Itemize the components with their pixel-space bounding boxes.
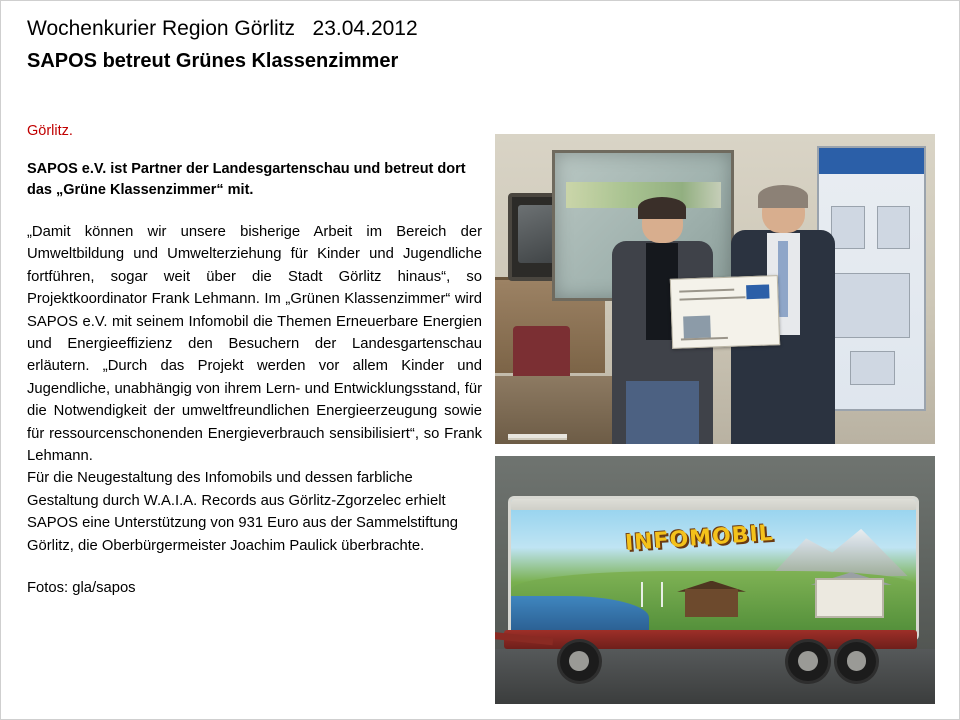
document-header — [27, 15, 667, 74]
mural-wind-turbine — [661, 582, 663, 607]
page-title: SAPOS betreut Grünes Klassenzimmer — [27, 50, 399, 72]
trailer-body — [508, 496, 919, 641]
body-paragraph-2: Für die Neugestaltung des Infomobils und dessen farbliche Gestaltung durch W.A.I.A. Records aus Görlitz-Zgorzelec erhielt SAPOS eine Unterstützung von 931 Euro aus der Sammelstiftung Görlitz, die Oberbürgermeister Joachim Paulick überbrachte. — [27, 470, 458, 554]
photo-infomobil-trailer — [495, 456, 935, 704]
photo-award-handover — [495, 134, 935, 444]
mural-house — [815, 578, 884, 618]
poster-header-band — [819, 148, 925, 174]
certificate-image — [683, 315, 711, 338]
dateline: Görlitz. — [27, 123, 73, 139]
certificate-text-line — [680, 288, 735, 292]
body-paragraph-1: „Damit können wir unsere bisherige Arbeit im Bereich der Umweltbildung und Umwelterziehung für Kinder und Jugendliche fortführen, sogar weit über die Stadt Görlitz hinaus“, so Projektkoordinator Frank Lehmann. Im „Grünen Klassenzimmer“ wird SAPOS e.V. mit seinem Infomobil die Themen Erneuerbare Energien und Energieeffizienz den Besuchern der Landesgartenschau erläutern. „Durch das Projekt werden vor allem Kinder und Jugendliche, unabhängig von ihrem Lern- und Entwicklungsstand, für die Notwendigkeit der umweltfreundlichen Energieerzeugung sowie für ressourcenschonenden Energieverbrauch sensibilisiert“, so Frank Lehmann. — [27, 224, 482, 465]
person-right-tie — [778, 241, 788, 317]
person-left-jeans — [626, 381, 699, 444]
certificate-logo — [746, 284, 770, 298]
certificate-document — [670, 275, 780, 349]
trailer-roof — [508, 496, 919, 510]
article-text-column — [27, 121, 482, 599]
trailer-wheel — [785, 639, 831, 685]
certificate-text-line — [680, 296, 745, 300]
trailer-wheel — [557, 639, 603, 685]
mural-barn — [685, 589, 738, 617]
source-and-date: Wochenkurier Region Görlitz 23.04.2012 — [27, 17, 418, 40]
poster-diagram — [831, 273, 910, 337]
lead-paragraph: SAPOS e.V. ist Partner der Landesgartenschau und betreut dort das „Grüne Klassenzimmer“ mit. — [27, 161, 466, 198]
person-left-hair — [638, 197, 686, 219]
mural-mountains — [770, 524, 908, 577]
paper-on-table — [508, 434, 567, 438]
poster-figure — [877, 206, 911, 250]
poster-caption-block — [850, 351, 894, 384]
person-right-hair — [758, 185, 808, 208]
mural-wind-turbine — [641, 582, 643, 607]
trailer-lettering: INFOMOBIL — [623, 521, 775, 557]
photo-credits: Fotos: gla/sapos — [27, 580, 136, 597]
chair — [513, 326, 570, 376]
